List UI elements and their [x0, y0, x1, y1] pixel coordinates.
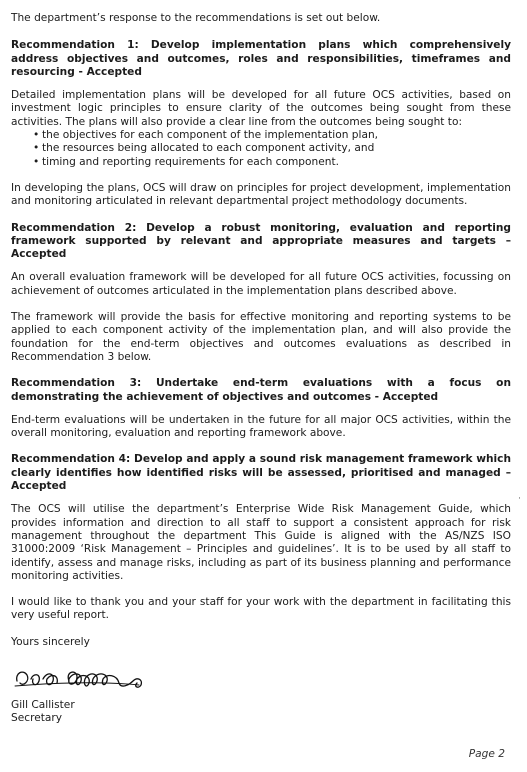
recommendation-4-paragraph: The OCS will utilise the department’s Enterprise Wide Risk Management Guide, which provides information and direction to all staff to support a consistent approach for risk management throughout the department This Guide is aligned with the AS/NZS ISO 31000:2009 ‘Risk Management – Principles and guidelines’. It is to be used by all staff to identify, assess and manage risks, including as part of its business planning and performance monitoring activities. [11, 503, 511, 582]
signoff-text: Yours sincerely [11, 635, 90, 648]
recommendation-4 [11, 453, 511, 583]
handwritten-signature [11, 659, 181, 693]
recommendation-3-paragraph: End-term evaluations will be undertaken in the future for all major OCS activities, within the overall monitoring, evaluation and reporting framework above. [11, 413, 511, 440]
recommendation-3-heading: Recommendation 3: Undertake end-term evaluations with a focus on demonstrating the achievement of objectives and outcomes - Accepted [11, 377, 511, 403]
recommendation-3 [11, 377, 511, 440]
margin-mark: · [518, 494, 521, 504]
recommendation-2-paragraph-1: An overall evaluation framework will be developed for all future OCS activities, focussing on achievement of outcomes articulated in the implementation plans described above. [11, 271, 511, 297]
recommendation-2 [11, 222, 511, 365]
signer-title: Secretary [11, 712, 62, 725]
recommendation-1-paragraph: Detailed implementation plans will be developed for all future OCS activities, based on investment logic principles to ensure clarity of the outcomes being sought from these activities. The plans will also provide a clear line from the outcomes being sought to: [11, 89, 511, 128]
recommendation-1-after-bullets: In developing the plans, OCS will draw on principles for project development, implementation and monitoring articulated in relevant departmental project methodology documents. [11, 181, 511, 208]
bullet-item: • the resources being allocated to each component activity, and [33, 142, 375, 155]
bullet-icon: • [33, 142, 40, 155]
bullet-item: • timing and reporting requirements for each component. [33, 155, 339, 168]
letter-page [11, 12, 511, 726]
thanks-text: I would like to thank you and your staff for your work with the department in facilitating this very useful report. [11, 596, 511, 622]
recommendation-1 [11, 39, 511, 208]
recommendation-1-heading: Recommendation 1: Develop implementation plans which comprehensively address objectives and outcomes, roles and responsibilities, timeframes and resourcing - Accepted [11, 39, 511, 78]
recommendation-2-heading: Recommendation 2: Develop a robust monitoring, evaluation and reporting framework supported by relevant and appropriate measures and targets – Accepted [11, 221, 511, 261]
recommendation-2-paragraph-2: The framework will provide the basis for effective monitoring and reporting systems to be applied to each component activity of the implementation plan, and will also provide the foundation for the end-term objectives and outcomes evaluations as described in Recommendation 3 below. [11, 311, 511, 363]
recommendation-1-bullets [11, 129, 511, 169]
bullet-item: • the objectives for each component of the implementation plan, [33, 129, 379, 142]
recommendation-4-heading: Recommendation 4: Develop and apply a sound risk management framework which clearly identifies how identified risks will be assessed, prioritised and managed – Accepted [11, 453, 511, 493]
signer-name: Gill Callister [11, 698, 75, 711]
intro-text: The department’s response to the recommendations is set out below. [11, 12, 381, 24]
bullet-icon: • [33, 155, 40, 168]
page-number: Page 2 [468, 747, 505, 760]
bullet-icon: • [33, 129, 40, 142]
